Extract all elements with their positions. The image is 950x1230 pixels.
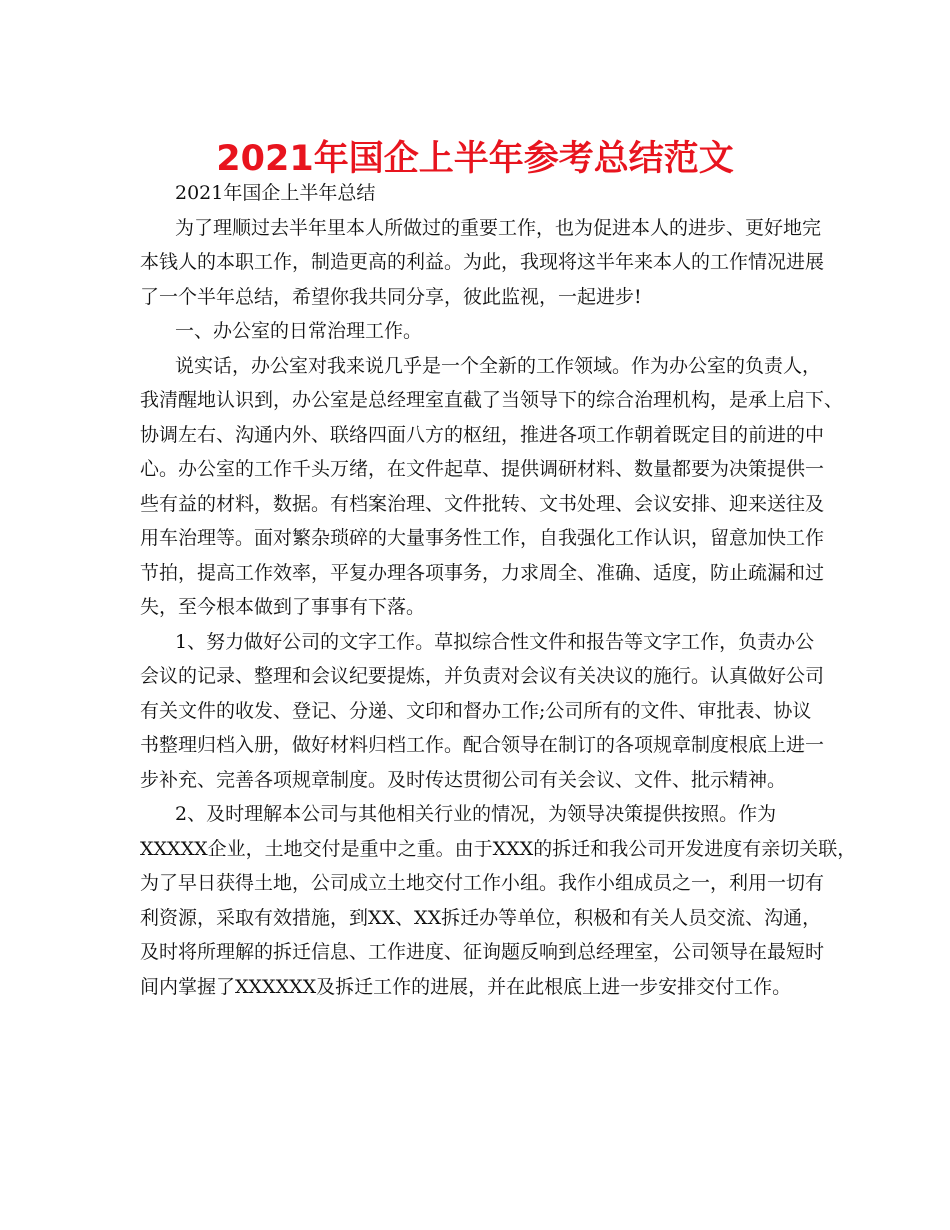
text-line: 1、努力做好公司的文字工作。草拟综合性文件和报告等文字工作，负责办公	[175, 630, 815, 653]
document-title: 2021年国企上半年参考总结范文	[216, 139, 734, 179]
text-line: 了一个半年总结，希望你我共同分享，彼此监视，一起进步!	[140, 285, 642, 308]
text-line: 节拍，提高工作效率，平复办理各项事务，力求周全、准确、适度，防止疏漏和过	[140, 561, 825, 584]
text-line: 及时将所理解的拆迁信息、工作进度、征询题反响到总经理室，公司领导在最短时	[140, 941, 825, 963]
text-line: 为了理顺过去半年里本人所做过的重要工作，也为促进本人的进步、更好地完	[175, 216, 822, 239]
text-line: 我清醒地认识到，办公室是总经理室直截了当领导下的综合治理机构，是承上启下、	[140, 389, 844, 411]
text-line: 2021年国企上半年总结	[175, 182, 376, 204]
text-line: 用车治理等。面对繁杂琐碎的大量事务性工作，自我强化工作认识，留意加快工作	[140, 527, 825, 549]
text-line: 本钱人的本职工作，制造更高的利益。为此，我现将这半年来本人的工作情况进展	[140, 251, 825, 273]
text-line: XXXXX企业，土地交付是重中之重。由于XXX的拆迁和我公司开发进度有亲切关联，	[140, 837, 857, 860]
text-line: 心。办公室的工作千头万绪，在文件起草、提供调研材料、数量都要为决策提供一	[140, 458, 825, 480]
text-line: 步补充、完善各项规章制度。及时传达贯彻公司有关会议、文件、批示精神。	[140, 768, 787, 791]
text-line: 为了早日获得土地，公司成立土地交付工作小组。我作小组成员之一，利用一切有	[140, 872, 825, 894]
text-line: 一、办公室的日常治理工作。	[175, 320, 423, 342]
text-line: 间内掌握了XXXXXX及拆迁工作的进展，并在此根底上进一步安排交付工作。	[140, 975, 792, 998]
text-line: 有关文件的收发、登记、分递、文印和督办工作;公司所有的文件、审批表、协议	[140, 699, 812, 722]
text-line: 会议的记录、整理和会议纪要提炼，并负责对会议有关决议的施行。认真做好公司	[140, 665, 825, 687]
text-line: 些有益的材料，数据。有档案治理、文件批转、文书处理、会议安排、迎来送往及	[140, 492, 825, 515]
text-line: 失，至今根本做到了事事有下落。	[140, 596, 426, 618]
text-line: 2、及时理解本公司与其他相关行业的情况，为领导决策提供按照。作为	[175, 803, 777, 825]
document-body	[140, 176, 857, 1004]
text-line: 协调左右、沟通内外、联络四面八方的枢纽，推进各项工作朝着既定目的前进的中	[140, 423, 825, 446]
text-line: 书整理归档入册，做好材料归档工作。配合领导在制订的各项规章制度根底上进一	[140, 734, 825, 756]
text-line: 利资源，采取有效措施，到XX、XX拆迁办等单位，积极和有关人员交流、沟通，	[140, 906, 822, 929]
text-line: 说实话，办公室对我来说几乎是一个全新的工作领域。作为办公室的负责人，	[175, 354, 822, 377]
